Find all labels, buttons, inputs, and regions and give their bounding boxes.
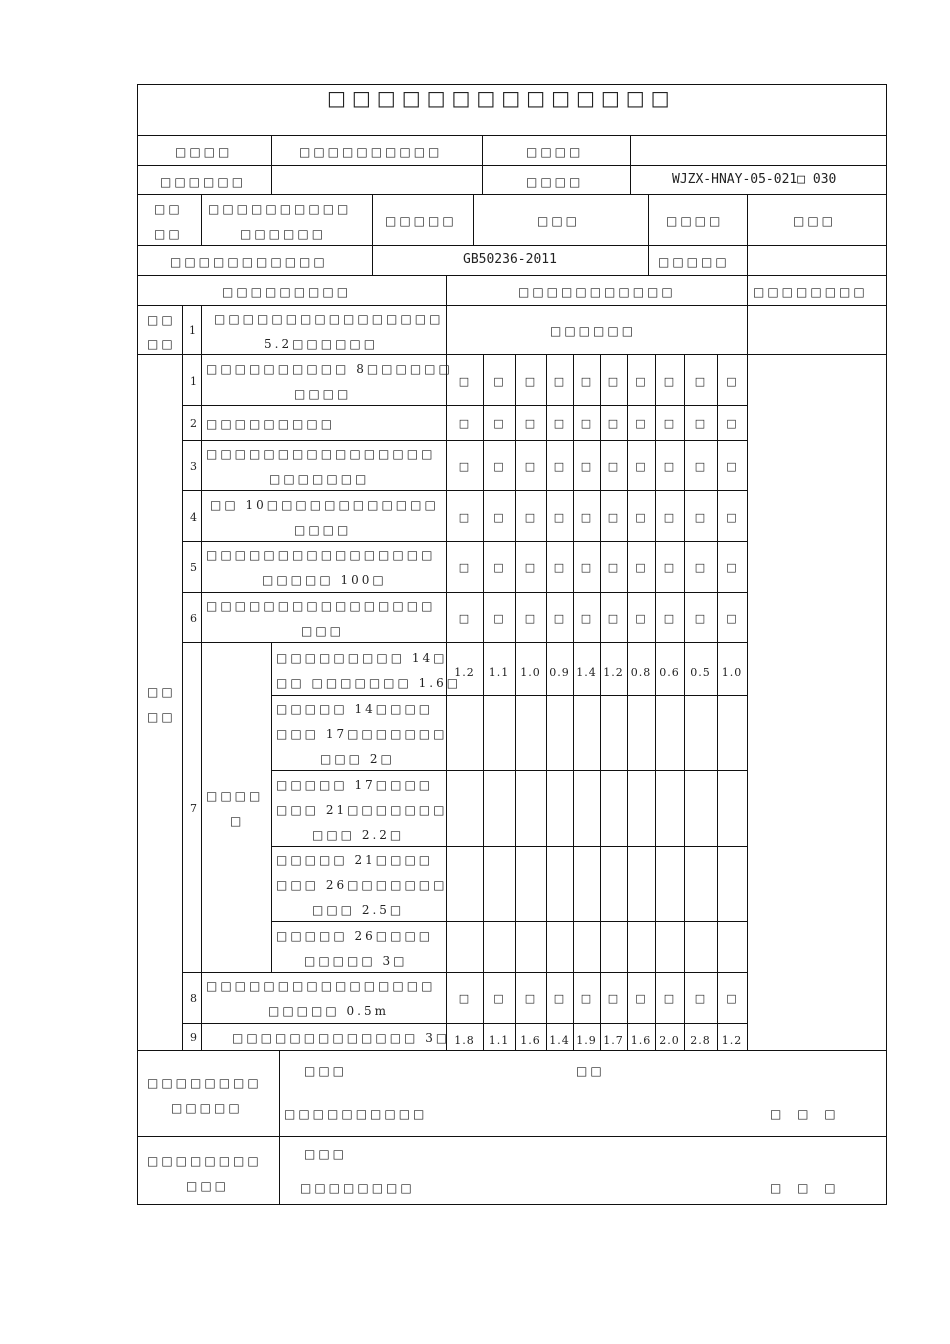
check-cell-value: □ (635, 992, 647, 1005)
check-cell-value: □ (580, 612, 593, 625)
check-cell-value: □ (553, 992, 566, 1005)
check-cell-value: □ (607, 612, 620, 625)
check-cell-value: □ (553, 375, 566, 388)
check-cell-value: □ (524, 417, 537, 430)
check-cell-value: 1.8 (454, 1034, 475, 1047)
col-divider (271, 135, 272, 194)
item-text: □□□□□□□□□□□□□□□□ (206, 599, 436, 613)
check-cell-value: □ (458, 992, 471, 1005)
construction-check-text: □□ (576, 1064, 605, 1078)
row-divider (182, 642, 747, 643)
item-number: 1 (190, 375, 198, 388)
check-cell-value: □ (493, 417, 505, 430)
item-number: 9 (190, 1031, 198, 1044)
item-text: □□□□□□□□□□□□□ 3□ (232, 1031, 451, 1045)
supervisor-date: □ □ □ (770, 1181, 842, 1195)
check-cell-value: □ (458, 561, 471, 574)
item-text: □□□□□□□ (269, 472, 370, 486)
construction-signature: □□□□□□□□□□ (284, 1107, 428, 1121)
row-divider (137, 135, 887, 136)
check-cell-value: 1.0 (520, 666, 541, 679)
check-cell-value: □ (524, 375, 537, 388)
check-cell-value: 0.9 (549, 666, 570, 679)
check-cell-value: 2.8 (690, 1034, 711, 1047)
check-cell-value: □ (694, 992, 707, 1005)
check-cell-value: □ (524, 460, 537, 473)
construction-unit-value: □□□□□□ (240, 227, 327, 241)
check-cell-value: □ (493, 375, 505, 388)
item-text: □□□□□□□□□□□□□□□□ (206, 979, 436, 993)
check-cell-value: □ (553, 460, 566, 473)
item7-sub-text: □□□ 2.2□ (312, 828, 405, 842)
col-divider (372, 194, 373, 275)
check-cell-value: □ (726, 375, 738, 388)
manager-label: □□□□□ (385, 214, 457, 228)
check-cell-value: □ (635, 511, 647, 524)
item-number: 6 (190, 612, 198, 625)
col-divider (515, 354, 516, 1050)
check-cell-value: □ (663, 417, 676, 430)
col-divider (648, 194, 649, 275)
item7-sub-text: □□□□□ 26□□□□ (276, 929, 434, 943)
project-name-label: □□□□ (175, 145, 233, 159)
standard-value: GB50236-2011 (463, 252, 557, 267)
check-cell-value: □ (663, 460, 676, 473)
check-cell-value: □ (607, 460, 620, 473)
check-cell-value: □ (694, 417, 707, 430)
row-divider (182, 592, 747, 593)
row-divider (137, 305, 887, 306)
item7-sub-text: □□ □□□□□□□ 1.6□ (276, 676, 462, 690)
item7-sub-text: □□□ 26□□□□□□□ (276, 878, 448, 892)
check-cell-value: □ (726, 511, 738, 524)
item7-sub-text: □□□□□ 17□□□□ (276, 778, 434, 792)
check-cell-value: 1.1 (488, 666, 510, 679)
check-cell-value: □ (635, 375, 647, 388)
check-cell-value: 1.9 (576, 1034, 597, 1047)
check-cell-value: 0.6 (659, 666, 680, 679)
row-divider (271, 921, 747, 922)
construction-unit-value: □□□□□□□□□□ (208, 202, 352, 216)
check-cell-value: □ (458, 417, 471, 430)
check-cell-value: □ (663, 375, 676, 388)
tech-label: □□□□ (666, 214, 724, 228)
supervisor-signature: □□□□□□□□ (300, 1181, 415, 1195)
check-cell-value: □ (553, 561, 566, 574)
check-cell-value: □ (458, 460, 471, 473)
check-cell-value: □ (493, 612, 505, 625)
row-divider (137, 245, 887, 246)
construction-unit-label: □□ (154, 227, 183, 241)
col-divider (600, 354, 601, 1050)
col-divider (473, 194, 474, 245)
col-divider (201, 194, 202, 245)
construction-date: □ □ □ (770, 1107, 842, 1121)
construction-unit-label: □□ (154, 202, 183, 216)
check-cell-value: □ (553, 511, 566, 524)
item7-sub-text: □□□□□□□□□ 14□ (276, 651, 448, 665)
col-divider (747, 194, 748, 1050)
row-divider (137, 275, 887, 276)
item-number: 5 (190, 561, 198, 574)
check-cell-value: □ (580, 561, 593, 574)
main-control-label: □□ (147, 337, 176, 351)
check-cell-value: □ (694, 511, 707, 524)
check-cell-value: □ (635, 417, 647, 430)
check-cell-value: 1.2 (603, 666, 624, 679)
row-divider (137, 1136, 887, 1137)
col-divider (546, 354, 547, 1050)
item-number: 3 (190, 460, 198, 473)
item-text: □□□□ (294, 523, 352, 537)
check-cell-value: □ (580, 511, 593, 524)
supervisor-check-label: □□□□□□□□ (147, 1154, 262, 1168)
project-name-value: □□□□□□□□□□ (299, 145, 443, 159)
check-cell-value: □ (524, 561, 537, 574)
check-cell-value: 0.5 (690, 666, 711, 679)
row-divider (271, 846, 747, 847)
check-cell-value: □ (635, 612, 647, 625)
batch-label: □□□□□ (658, 255, 730, 269)
check-cell-value: 1.4 (576, 666, 597, 679)
check-cell-value: □ (607, 992, 620, 1005)
main-control-text: 5.2□□□□□□ (264, 337, 379, 351)
check-cell-value: □ (524, 992, 537, 1005)
check-cell-value: □ (607, 511, 620, 524)
check-cell-value: □ (580, 460, 593, 473)
construction-check-text: □□□ (304, 1064, 348, 1078)
form-title: □□□□□□□□□□□□□□ (327, 86, 676, 110)
check-cell-value: □ (458, 511, 471, 524)
check-cell-value: 1.6 (630, 1034, 652, 1047)
general-items-label: □□ (147, 685, 176, 699)
unit-project-label: □□□□ (526, 145, 584, 159)
check-cell-value: □ (726, 612, 738, 625)
check-cell-value: 2.0 (659, 1034, 680, 1047)
check-cell-value: □ (580, 417, 593, 430)
check-cell-value: □ (493, 561, 505, 574)
check-cell-value: 1.2 (721, 1034, 743, 1047)
col-divider (182, 305, 183, 1050)
manager-value: □□□ (537, 214, 581, 228)
check-cell-value: □ (663, 511, 676, 524)
main-control-result: □□□□□□ (550, 324, 637, 338)
col-divider (201, 305, 202, 1050)
check-cell-value: □ (607, 375, 620, 388)
item7-sub-text: □□□ 21□□□□□□□ (276, 803, 448, 817)
check-cell-value: □ (663, 561, 676, 574)
check-cell-value: □ (635, 460, 647, 473)
check-cell-value: 1.2 (454, 666, 475, 679)
col-divider (483, 354, 484, 1050)
check-cell-value: □ (580, 992, 593, 1005)
check-cell-value: □ (553, 612, 566, 625)
row-divider (137, 194, 887, 195)
item7-sub-text: □□□ 2.5□ (312, 903, 405, 917)
row-divider (182, 405, 747, 406)
row-divider (182, 541, 747, 542)
item-text: □□ 10□□□□□□□□□□□□ (210, 498, 439, 512)
check-cell-value: □ (694, 612, 707, 625)
row-divider (137, 1050, 887, 1051)
check-cell-value: □ (580, 375, 593, 388)
tech-value: □□□ (793, 214, 837, 228)
standard-label: □□□□□□□□□□□ (170, 255, 328, 269)
check-cell-value: □ (607, 417, 620, 430)
general-items-label: □□ (147, 710, 176, 724)
col-divider (482, 135, 483, 194)
item-number: 4 (190, 511, 198, 524)
item-text: □□□□□□□□□□ 8□□□□□□ (206, 362, 453, 376)
item7-sub-text: □□□ 2□ (320, 752, 395, 766)
row-divider (271, 695, 747, 696)
row-divider (182, 972, 747, 973)
check-cell-value: □ (694, 561, 707, 574)
item7-sub-text: □□□□□ 3□ (304, 954, 408, 968)
check-cell-value: □ (726, 417, 738, 430)
check-cell-value: □ (458, 375, 471, 388)
check-cell-value: 0.8 (630, 666, 652, 679)
code-value: WJZX-HNAY-05-021□ 030 (672, 172, 837, 187)
col-divider (279, 1050, 280, 1205)
col-divider (271, 642, 272, 972)
item-number: 2 (190, 417, 198, 430)
check-cell-value: □ (694, 375, 707, 388)
col-divider (627, 354, 628, 1050)
item-number: 1 (189, 324, 197, 337)
row-divider (182, 440, 747, 441)
item7-sub-text: □□□□□ 14□□□□ (276, 702, 434, 716)
item-text: □□□□□□□□□□□□□□□□ (206, 548, 436, 562)
subitem-label: □□□□□□ (160, 175, 247, 189)
check-cell-value: 1.0 (721, 666, 743, 679)
col-divider (684, 354, 685, 1050)
item7-label: □□□□ (206, 789, 264, 803)
item7-label: □ (230, 814, 245, 828)
item7-sub-text: □□□ 17□□□□□□□ (276, 727, 448, 741)
construction-check-label: □□□□□ (171, 1101, 243, 1115)
row-divider (182, 1023, 747, 1024)
supervisor-check-text: □□□ (304, 1147, 348, 1161)
check-cell-value: □ (553, 417, 566, 430)
check-cell-value: □ (635, 561, 647, 574)
item-number: 8 (190, 992, 198, 1005)
col-divider (573, 354, 574, 1050)
check-cell-value: □ (458, 612, 471, 625)
main-control-text: □□□□□□□□□□□□□□□□ (214, 312, 444, 326)
col-divider (717, 354, 718, 1050)
item-text: □□□□ (294, 387, 352, 401)
row-divider (137, 165, 887, 166)
check-cell-value: □ (524, 511, 537, 524)
check-cell-value: □ (726, 992, 738, 1005)
check-cell-value: □ (493, 992, 505, 1005)
check-cell-value: 1.1 (488, 1034, 510, 1047)
check-cell-value: 1.7 (603, 1034, 624, 1047)
supervisor-check-label: □□□ (186, 1179, 230, 1193)
item-text: □□□□□□□□□□□□□□□□ (206, 447, 436, 461)
row-divider (137, 354, 887, 355)
check-cell-value: □ (493, 460, 505, 473)
construction-check-header: □□□□□□□□□□□ (518, 285, 676, 299)
item7-sub-text: □□□□□ 21□□□□ (276, 853, 434, 867)
check-cell-value: □ (524, 612, 537, 625)
main-control-label: □□ (147, 313, 176, 327)
check-cell-value: □ (493, 511, 505, 524)
row-divider (271, 770, 747, 771)
item-number: 7 (190, 802, 198, 815)
requirements-header: □□□□□□□□□ (222, 285, 352, 299)
item-text: □□□ (301, 624, 345, 638)
check-cell-value: 1.4 (549, 1034, 570, 1047)
check-cell-value: □ (694, 460, 707, 473)
item-text: □□□□□ 100□ (262, 573, 387, 587)
supervisor-check-header: □□□□□□□□ (753, 285, 868, 299)
row-divider (182, 490, 747, 491)
construction-check-label: □□□□□□□□ (147, 1076, 262, 1090)
code-label: □□□□ (526, 175, 584, 189)
check-cell-value: □ (663, 992, 676, 1005)
col-divider (655, 354, 656, 1050)
check-cell-value: □ (663, 612, 676, 625)
check-cell-value: □ (726, 561, 738, 574)
item-text: □□□□□ 0.5m (268, 1004, 389, 1018)
item-text: □□□□□□□□□ (206, 417, 336, 431)
check-cell-value: □ (607, 561, 620, 574)
col-divider (630, 135, 631, 194)
check-cell-value: □ (726, 460, 738, 473)
check-cell-value: 1.6 (520, 1034, 541, 1047)
